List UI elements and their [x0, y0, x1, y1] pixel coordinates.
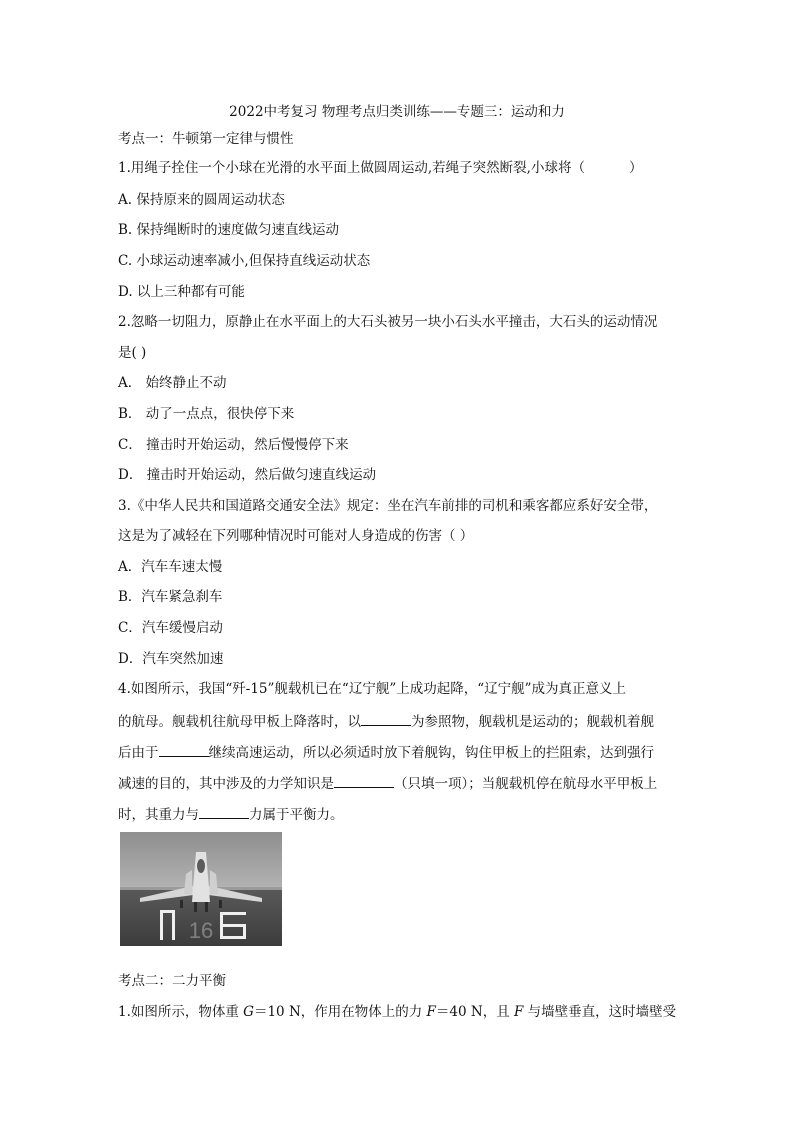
s2q1-part1: 1.如图所示，物体重	[118, 1004, 244, 1020]
carrier-jet-photo	[120, 832, 282, 946]
question-1-stem	[118, 159, 642, 177]
question-2-option-d: D． 撞击时开始运动，然后做匀速直线运动	[118, 467, 377, 483]
question-4-line4-a: 减速的目的，其中涉及的力学知识是	[118, 776, 334, 792]
question-4-line5-a: 时，其重力与	[118, 807, 199, 823]
question-3-option-c: C．汽车缓慢启动	[118, 620, 223, 636]
s2q1-symbol-f: F	[426, 1004, 436, 1020]
question-2-stem-line1: 2.忽略一切阻力，原静止在水平面上的大石头被另一块小石头水平撞击，大石头的运动情况	[118, 314, 658, 330]
question-4-line4	[118, 773, 657, 793]
question-3-stem-line1: 3.《中华人民共和国道路交通安全法》规定：坐在汽车前排的司机和乘客都应系好安全带，	[118, 498, 658, 514]
question-2-option-a: A． 始终静止不动	[118, 375, 227, 391]
question-4-line2	[118, 711, 654, 731]
deck-number: 16	[188, 918, 214, 943]
s2q1-part2: ＝10 N，作用在物体上的力	[253, 1004, 427, 1020]
question-2-stem-line2: 是( )	[118, 345, 147, 361]
question-3-option-b: B．汽车紧急刹车	[118, 589, 223, 605]
question-3-option-d: D．汽车突然加速	[118, 651, 224, 667]
s2q1-part4: 与墙壁垂直，这时墙壁受	[523, 1004, 677, 1020]
question-4-line5	[118, 804, 344, 824]
question-4-line3-b: 继续高速运动，所以必须适时放下着舰钩，钩住甲板上的拦阻索，达到强行	[208, 745, 654, 761]
question-4-line3-a: 后由于	[118, 745, 159, 761]
answer-blank-reference-frame	[361, 711, 411, 726]
section1-heading: 考点一：牛顿第一定律与惯性	[118, 131, 294, 147]
question-2-option-b: B． 动了一点点，很快停下来	[118, 406, 295, 422]
question-1-option-d: D. 以上三种都有可能	[118, 284, 245, 300]
answer-blank-inertia	[159, 742, 209, 757]
s2q1-part3: ＝40 N，且	[435, 1004, 514, 1020]
question-3-option-a: A．汽车车速太慢	[118, 559, 223, 575]
page-title: 2022中考复习 物理考点归类训练——专题三：运动和力	[229, 104, 565, 120]
carrier-jet-illustration	[120, 832, 282, 946]
question-4-line5-b: 力属于平衡力。	[249, 807, 344, 823]
question-1-stem-text: 1.用绳子拴住一个小球在光滑的水平面上做圆周运动,若绳子突然断裂,小球将（	[118, 160, 585, 176]
s2q1-symbol-f2: F	[514, 1004, 524, 1020]
question-4-line2-a: 的航母。舰载机往航母甲板上降落时，以	[118, 714, 361, 730]
question-4-line4-b: （只填一项）；当舰载机停在航母水平甲板上	[394, 776, 658, 792]
question-2-option-c: C． 撞击时开始运动，然后慢慢停下来	[118, 437, 349, 453]
question-1-option-b: B. 保持绳断时的速度做匀速直线运动	[118, 222, 340, 238]
s2q1-symbol-g: G	[243, 1004, 254, 1020]
question-4-line3	[118, 742, 654, 762]
question-4-line2-b: 为参照物，舰载机是运动的；舰载机着舰	[411, 714, 654, 730]
answer-blank-balance-force	[199, 804, 249, 819]
question-1-option-a: A. 保持原来的圆周运动状态	[118, 192, 285, 208]
question-4-line1: 4.如图所示，我国“歼-15”舰载机已在“辽宁舰”上成功起降，“辽宁舰”成为真正意义上	[118, 681, 627, 697]
section2-heading: 考点二：二力平衡	[118, 973, 226, 989]
section2-question-1-line1	[118, 1003, 676, 1021]
question-1-stem-close: ）	[628, 160, 643, 176]
question-1-option-c: C. 小球运动速率减小,但保持直线运动状态	[118, 253, 371, 269]
question-3-stem-line2: 这是为了减轻在下列哪种情况时可能对人身造成的伤害（ ）	[118, 528, 474, 544]
answer-blank-mechanics	[334, 773, 394, 788]
